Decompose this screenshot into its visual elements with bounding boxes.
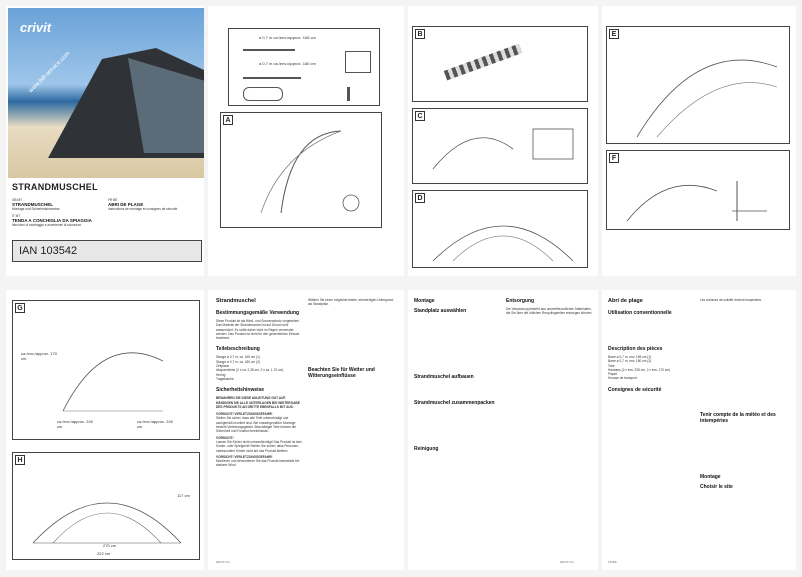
french-part-3: Toile xyxy=(608,363,615,368)
german-title: Strandmuschel xyxy=(216,298,256,304)
french-part-1: Barre ø 0,7 m, env. 165 cm (1) xyxy=(608,355,652,359)
figure-a-drawing xyxy=(221,113,383,229)
figure-g xyxy=(12,300,200,440)
figure-g-label: G xyxy=(15,303,25,313)
figure-c-drawing xyxy=(413,109,589,185)
german-s1-heading: Bestimmungsgemäße Verwendung xyxy=(216,310,300,316)
german-s3-text: BEWAHREN SIE DIESE ANLEITUNG GUT AUF. HÄNDIGEN SIE ALLE UNTERLAGEN BEI WEITERGABE DES PRODUKTS AN DRITTE EBENFALLS MIT AUS. xyxy=(216,396,300,409)
tent-bag-shape xyxy=(243,87,283,101)
figure-h xyxy=(12,452,200,560)
french-title: Abri de plage xyxy=(608,298,643,304)
lang-block-gb: GB MT STRANDMUSCHEL Montage und Sicherheitshinweise xyxy=(12,198,60,212)
german-s3-heading: Sicherheitshinweise xyxy=(216,387,265,394)
german-part-2: Stange ø 0,7 m, ca. 180 cm (2) xyxy=(216,359,260,364)
footer-de-1: DE/AT/CH xyxy=(216,560,230,564)
product-title: STRANDMUSCHEL xyxy=(12,182,98,192)
german-part-6: Tragetasche xyxy=(216,376,234,381)
parts-panel xyxy=(228,28,380,106)
website-text: www.lidl-service.com xyxy=(28,50,72,95)
aufbauen-heading: Strandmuschel aufbauen xyxy=(414,374,474,380)
figure-h-dim-1: 117 cm xyxy=(177,493,190,498)
figure-d xyxy=(412,190,588,268)
pole-2-shape xyxy=(243,77,301,79)
figure-b xyxy=(412,26,588,102)
figure-c-label: C xyxy=(415,111,425,121)
montage-heading: Montage xyxy=(414,298,435,304)
german-warn-3: VORSICHT! VERLETZUNGSGEFAHR! xyxy=(216,454,273,459)
french-col-1 xyxy=(608,298,696,393)
tent-fabric-shape xyxy=(345,51,371,73)
zusammenpacken-heading: Strandmuschel zusammenpacken xyxy=(414,400,495,406)
german-col2-text: Wählen Sie einen möglichst festen, ebenerdigen Untergrund als Standplatz. xyxy=(308,298,394,307)
german-col-4 xyxy=(506,298,594,316)
figure-d-label: D xyxy=(415,193,425,203)
standplatz-heading: Standplatz auswählen xyxy=(414,308,467,314)
french-part-4: Haubans (2 x env. 235 cm, 2 x env. 170 cm) xyxy=(608,367,671,372)
lang-block-it: IT MT TENDA A CONCHIGLIA DA SPIAGGIA Istruzioni di montaggio e avvertenze di sicurezza xyxy=(12,214,92,228)
pole-1-shape xyxy=(243,49,295,51)
french-s2-heading: Description des pièces xyxy=(608,346,663,352)
footer-de-2: DE/AT/CH xyxy=(560,560,574,564)
reinigung-heading: Reinigung xyxy=(414,446,439,452)
cover-photo xyxy=(8,8,204,178)
figure-h-label: H xyxy=(15,455,25,465)
german-col-2 xyxy=(308,298,398,379)
ian-number: IAN 103542 xyxy=(12,240,202,262)
figure-a xyxy=(220,112,382,228)
figure-h-dim-2: 270 cm xyxy=(103,543,117,548)
entsorgung-heading: Entsorgung xyxy=(506,298,535,304)
french-part-5: Piquet xyxy=(608,372,618,377)
french-col2-heading: Tenir compte de la météo et des intempéries xyxy=(700,412,776,425)
german-part-5: Hering xyxy=(216,372,226,377)
german-col-3 xyxy=(414,298,502,452)
lang-block-fr: FR BE ABRI DE PLAGE Instructions de montage et consignes de sécurité xyxy=(108,198,178,212)
german-warn-3-text: Montieren und demontieren Sie das Produkt keinesfalls bei starkem Wind. xyxy=(216,459,300,468)
french-s3-heading: Consignes de sécurité xyxy=(608,386,662,393)
german-s2-heading: Teilebeschreibung xyxy=(216,346,260,353)
german-part-1: Stange ø 0,7 m, ca. 165 cm (1) xyxy=(216,355,260,360)
german-col2-heading: Beachten Sie für Wetter und Witterungseinflüsse xyxy=(308,366,375,379)
french-col2-text: Les surfaces de solidité doivent respectées. xyxy=(700,298,762,302)
figure-d-drawing xyxy=(413,191,589,269)
german-warn-2: VORSICHT! xyxy=(216,435,234,440)
german-warn-1-text: Stellen Sie sicher, dass alle Teile unbeschädigt und sachgemäß montiert sind. Bei unsachgemäßer Montage besteht Verletzungsgefahr. Beschädigte Teile können die Sicherheit und Funktion beeinflussen. xyxy=(216,416,297,434)
figure-g-dim-1: ca./env./approx. 170 cm xyxy=(21,351,57,361)
german-part-3: Zeltplane xyxy=(216,364,230,369)
figure-g-drawing xyxy=(13,301,201,441)
figure-e-label: E xyxy=(609,29,619,39)
figure-f-drawing xyxy=(607,151,791,231)
part-1-label: a 0,7 m ca./env./approx. 165 cm xyxy=(259,35,316,40)
figure-f xyxy=(606,150,790,230)
figure-e xyxy=(606,26,790,144)
french-montage-heading: Montage xyxy=(700,474,721,481)
german-part-4: Abspannleine (2 x ca. 2,35 cm, 2 x ca. 1,70 cm) xyxy=(216,368,284,373)
german-s1-text: Diese Produkt ist als Wind- und Sonnenschutz vorgesehen. Das Material der Strandmuschel ist auf Grund nicht wasserdicht. Es sollte daher nicht im Regen verwendet werden. Das Produkt ist nicht für den gewerblichen Einsatz bestimmt. xyxy=(216,319,300,341)
german-warn-1: VORSICHT! VERLETZUNGSGEFAHR! xyxy=(216,412,273,417)
figure-c xyxy=(412,108,588,184)
german-col-1 xyxy=(216,298,302,468)
french-site-heading: Choisir le site xyxy=(700,484,733,491)
entsorgung-text: Die Verpackung besteht aus umweltfreundlichen Materialien, die Sie über die örtlichen Recyclingstellen entsorgen können. xyxy=(506,307,593,316)
pole-segment-shape xyxy=(444,44,523,81)
french-part-2: Barre ø 0,7 m, env. 180 cm (2) xyxy=(608,359,652,364)
figure-g-dim-3: ca./env./approx. 240 cm xyxy=(137,419,173,429)
german-warn-2-text: Lassen Sie Kinder nicht unbeaufsichtigt! Das Produkt ist kein Kinder- oder Spielgerät! Stellen Sie sicher, dass Personen, insbesondere Kinder nicht auf das Produkt klettern. xyxy=(216,439,302,453)
french-s1-heading: Utilisation conventionnelle xyxy=(608,310,672,316)
french-col-2 xyxy=(700,298,790,490)
figure-e-drawing xyxy=(607,27,791,145)
part-2-label: a 0,7 m ca./env./approx. 180 cm xyxy=(259,61,316,66)
figure-h-dim-3: 222 cm xyxy=(97,551,111,556)
figure-g-dim-2: ca./env./approx. 240 cm xyxy=(57,419,93,429)
peg-shape xyxy=(347,87,350,101)
figure-a-label: A xyxy=(223,115,233,125)
french-part-6: Housse de transport xyxy=(608,376,637,381)
footer-fr: FR/BE xyxy=(608,560,617,564)
brand-logo: crivit xyxy=(20,20,52,35)
figure-f-label: F xyxy=(609,153,619,163)
figure-b-label: B xyxy=(415,29,425,39)
figure-h-drawing xyxy=(13,453,201,561)
